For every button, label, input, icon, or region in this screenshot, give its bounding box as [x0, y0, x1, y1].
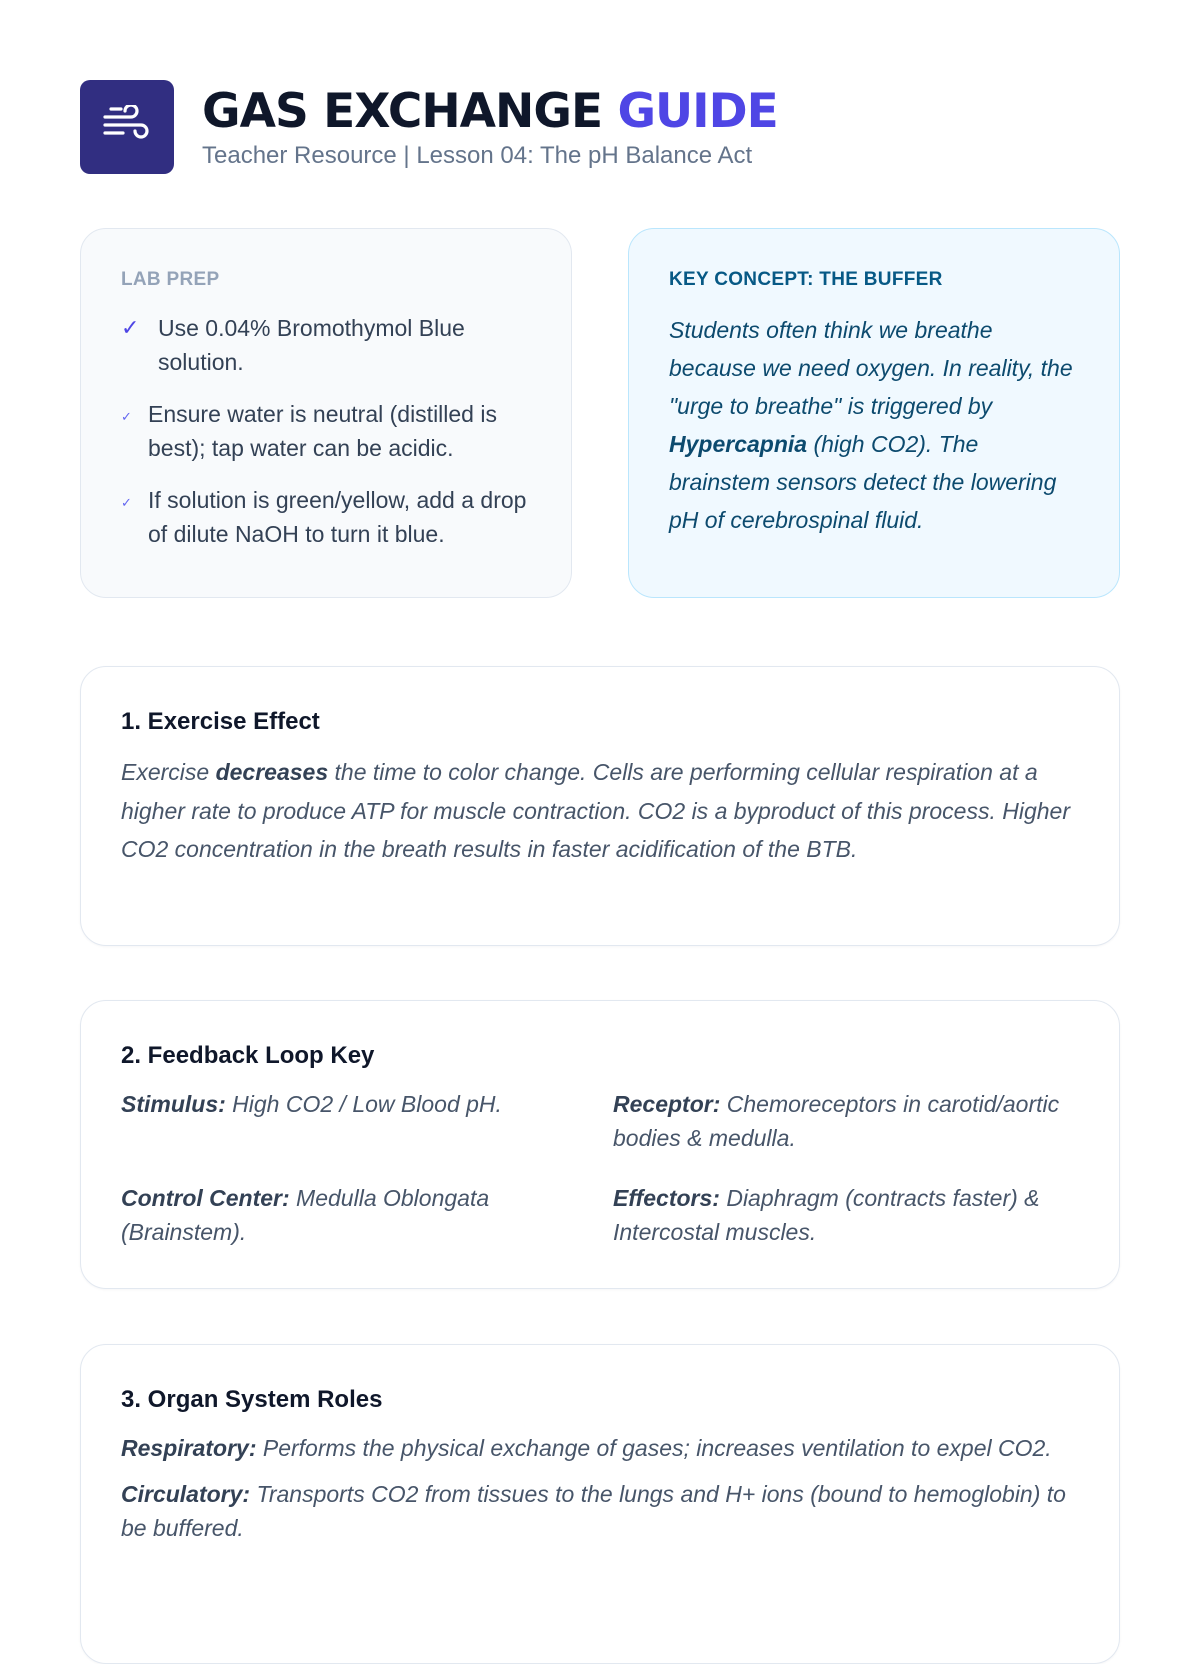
feedback-stimulus: [121, 1087, 573, 1155]
term-desc: Chemoreceptors in carotid/aortic bodies & medulla.: [613, 1091, 1060, 1151]
key-concept-card: [628, 228, 1120, 598]
section-title: 3. Organ System Roles: [121, 1386, 383, 1413]
feedback-control-center: [121, 1181, 573, 1249]
wind-icon: [101, 105, 153, 150]
page-header: [80, 80, 1120, 176]
exercise-effect-section: [80, 666, 1120, 946]
key-concept-label: KEY CONCEPT: THE BUFFER: [669, 269, 943, 290]
term-decreases: decreases: [215, 759, 329, 785]
key-concept-text: [669, 311, 1079, 539]
section-title: 1. Exercise Effect: [121, 708, 320, 735]
text-after: the time to color change. Cells are performing cellular respiration at a higher rate to produce ATP for muscle contraction. CO2 is a byproduct of this process. Higher CO2 concentration in the breath results in faster acidification of the BTB.: [121, 759, 1070, 862]
term-desc: Transports CO2 from tissues to the lungs and H+ ions (bound to hemoglobin) to be buffered.: [121, 1481, 1066, 1541]
feedback-effectors: [613, 1181, 1065, 1249]
feedback-receptor: [613, 1087, 1065, 1155]
term-desc: Performs the physical exchange of gases; increases ventilation to expel CO2.: [256, 1435, 1052, 1461]
check-icon: ✓: [121, 409, 132, 424]
role-circulatory: [121, 1477, 1079, 1545]
lab-prep-label: LAB PREP: [121, 269, 220, 290]
list-item: [121, 397, 531, 465]
page-title: [202, 84, 778, 140]
check-icon: ✓: [121, 315, 140, 340]
organ-system-section: [80, 1344, 1120, 1664]
term-label: Respiratory:: [121, 1435, 257, 1461]
key-text-after: (high CO2). The brainstem sensors detect the lowering pH of cerebrospinal fluid.: [669, 431, 1057, 533]
text-before: Exercise: [121, 759, 216, 785]
check-icon: ✓: [121, 495, 132, 510]
page-subtitle: Teacher Resource | Lesson 04: The pH Balance Act: [202, 142, 753, 169]
role-respiratory: [121, 1431, 1079, 1465]
lab-prep-list: [121, 311, 531, 551]
term-label: Effectors:: [613, 1185, 720, 1211]
term-label: Control Center:: [121, 1185, 290, 1211]
list-item: [121, 483, 531, 551]
term-label: Stimulus:: [121, 1091, 226, 1117]
key-term-hypercapnia: Hypercapnia: [669, 431, 808, 457]
term-label: Receptor:: [613, 1091, 721, 1117]
lab-prep-card: [80, 228, 572, 598]
section-title: 2. Feedback Loop Key: [121, 1042, 375, 1069]
list-item: [121, 311, 531, 379]
logo: [80, 80, 174, 174]
list-item-text: Use 0.04% Bromothymol Blue solution.: [158, 315, 465, 375]
term-desc: Diaphragm (contracts faster) & Intercostal muscles.: [613, 1185, 1040, 1245]
title-accent: GUIDE: [617, 84, 778, 139]
feedback-grid: [121, 1087, 1079, 1249]
key-text-before: Students often think we breathe because we need oxygen. In reality, the "urge to breathe" is triggered by: [669, 317, 1073, 419]
list-item-text: If solution is green/yellow, add a drop of dilute NaOH to turn it blue.: [148, 487, 527, 547]
feedback-loop-section: [80, 1000, 1120, 1289]
list-item-text: Ensure water is neutral (distilled is best); tap water can be acidic.: [148, 401, 497, 461]
title-main: GAS EXCHANGE: [202, 84, 603, 139]
exercise-effect-text: [121, 753, 1079, 869]
term-label: Circulatory:: [121, 1481, 251, 1507]
term-desc: High CO2 / Low Blood pH.: [225, 1091, 502, 1117]
term-desc: Medulla Oblongata (Brainstem).: [121, 1185, 490, 1245]
